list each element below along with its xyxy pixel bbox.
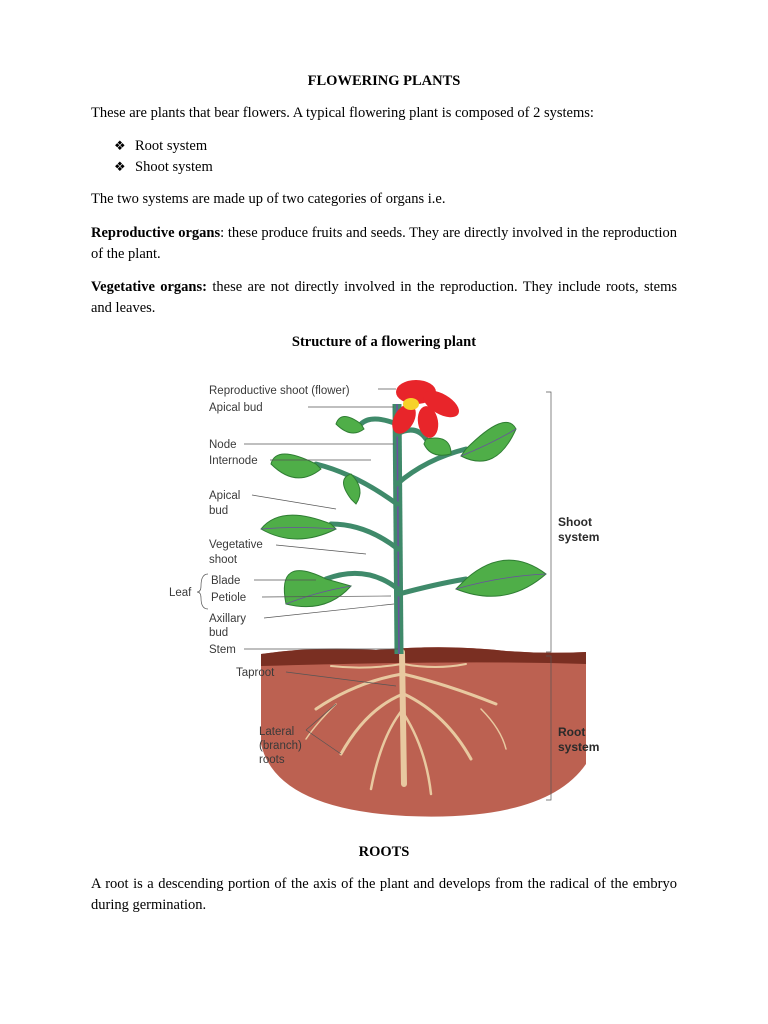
bullet-item [114,156,213,178]
label-root-system-2: system [558,740,600,754]
reproductive-paragraph [91,223,677,265]
label-apical-bud-top: Apical bud [209,402,263,414]
label-taproot: Taproot [236,667,275,679]
vegetative-text: these are not directly involved in the reproduction. They include roots, stems and leaves. [91,279,678,316]
label-blade: Blade [211,575,241,587]
categories-paragraph: The two systems are made up of two categories of organs i.e. [91,191,446,207]
plant-structure-figure [166,364,618,822]
roots-heading: ROOTS [358,844,410,860]
label-axillary-2: bud [209,627,229,639]
reproductive-text: : these produce fruits and seeds. They are directly involved in the reproduction of the plant. [91,225,677,262]
label-stem: Stem [209,644,236,656]
label-vegetative-1: Vegetative [209,539,263,551]
vegetative-paragraph [91,277,677,319]
label-lateral-2: (branch) [259,740,302,752]
label-root-system-1: Root [558,725,586,739]
label-lateral-3: roots [259,754,285,766]
label-vegetative-2: shoot [209,554,238,566]
label-apical-bud-1: Apical [209,490,241,502]
intro-paragraph: These are plants that bear flowers. A typical flowering plant is composed of 2 systems: [91,105,594,121]
label-axillary-1: Axillary [209,613,247,625]
label-leaf: Leaf [169,587,192,599]
label-node: Node [209,439,237,451]
bullet-item [114,135,207,157]
label-shoot-system-2: system [558,530,600,544]
vegetative-term: Vegetative organs: [91,279,207,295]
reproductive-term: Reproductive organs [91,225,221,241]
bullet-text: Shoot system [135,159,213,175]
figure-caption: Structure of a flowering plant [291,334,477,350]
label-internode: Internode [209,455,258,467]
soil [261,647,586,816]
label-lateral-1: Lateral [259,726,295,738]
flower [387,380,463,439]
label-shoot-system-1: Shoot [558,515,592,529]
label-apical-bud-2: bud [209,505,229,517]
roots-paragraph: A root is a descending portion of the axis of the plant and develops from the radical of the embryo during germination. [91,876,677,913]
page-title: FLOWERING PLANTS [307,73,461,89]
diamond-bullet-icon: ❖ [114,138,126,153]
label-petiole: Petiole [211,592,247,604]
bullet-text: Root system [135,138,208,154]
label-reproductive-shoot: Reproductive shoot (flower) [209,385,350,397]
diamond-bullet-icon: ❖ [114,159,126,174]
